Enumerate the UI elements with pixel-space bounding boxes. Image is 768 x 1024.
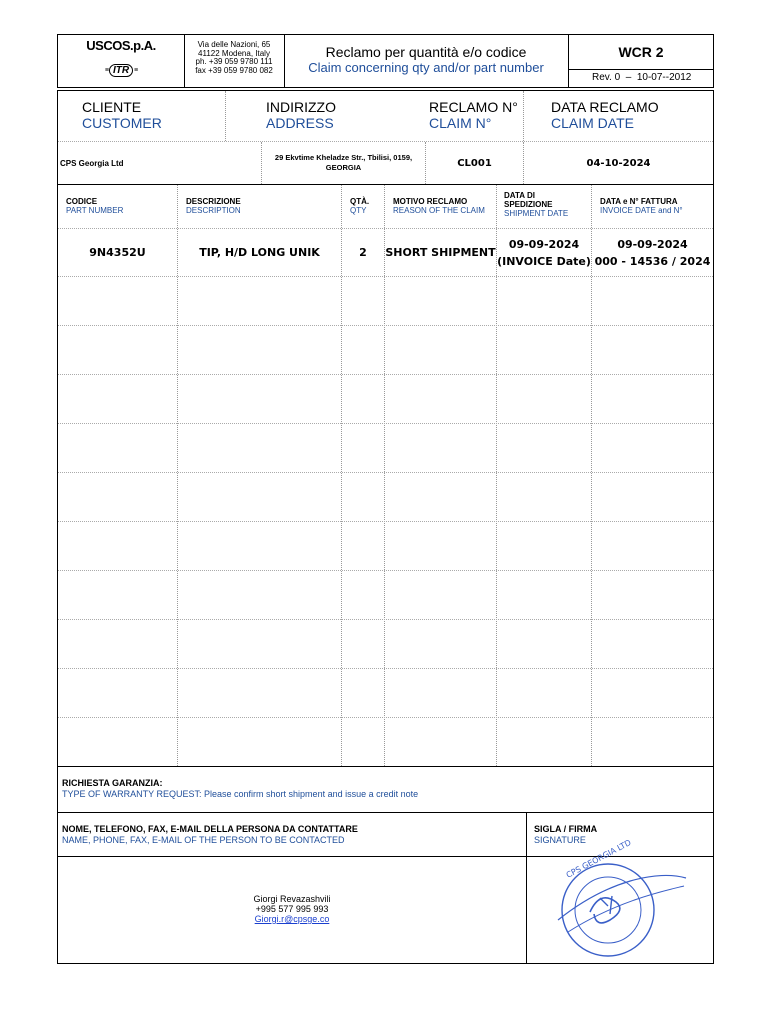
shipment-date-line2: (INVOICE Date) (497, 254, 591, 268)
row-qty: 2 (359, 246, 367, 259)
contact-details (58, 894, 526, 924)
address-value-line2: GEORGIA (325, 163, 362, 172)
row-description: TIP, H/D LONG UNIK (199, 246, 320, 259)
col-header-reason (393, 197, 485, 215)
contact-email-link[interactable]: Giorgi.r@cpsge.co (254, 914, 330, 924)
col-header-shipment-date (504, 191, 568, 218)
col-label-en: REASON OF THE CLAIM (393, 206, 485, 215)
address-line: Via delle Nazioni, 65 (197, 40, 271, 49)
col-header-invoice (600, 197, 683, 215)
claim-date-label-en: CLAIM DATE (551, 115, 634, 131)
company-name: USCOS.p.A. (86, 38, 156, 53)
col-label-it: DATA DI (504, 191, 535, 200)
col-header-part-number (66, 197, 123, 215)
col-label-en: DESCRIPTION (186, 206, 241, 215)
brand-text: ITR (109, 64, 133, 77)
col-label-it: DESCRIZIONE (186, 197, 241, 206)
address-label-it: INDIRIZZO (266, 99, 336, 115)
invoice-line2: 000 - 14536 / 2024 (594, 254, 711, 268)
customer-value: CPS Georgia Ltd (60, 158, 124, 168)
address-line: ph. +39 059 9780 111 (195, 57, 273, 66)
claim-no-label-en: CLAIM N° (429, 115, 492, 131)
contact-label-it: NOME, TELEFONO, FAX, E-MAIL DELLA PERSONA DA CONTATTARE (62, 824, 358, 834)
claim-date-value: 04-10-2024 (586, 157, 651, 169)
warranty-label-en: TYPE OF WARRANTY REQUEST: Please confirm short shipment and issue a credit note (62, 789, 419, 799)
form-code: WCR 2 (618, 44, 664, 60)
contact-label-en: NAME, PHONE, FAX, E-MAIL OF THE PERSON TO BE CONTACTED (62, 835, 345, 845)
company-address (186, 41, 282, 75)
col-label-en: INVOICE DATE and N° (600, 206, 683, 215)
customer-heading (82, 99, 162, 131)
contact-name: Giorgi Revazashvili (253, 894, 331, 904)
signature-heading (534, 824, 597, 846)
address-heading (266, 99, 336, 131)
signature-label-it: SIGLA / FIRMA (534, 824, 598, 834)
claim-date-heading (551, 99, 659, 131)
address-value-line1: 29 Ekvtime Kheladze Str., Tbilisi, 0159, (274, 153, 413, 162)
col-label-it: MOTIVO RECLAMO (393, 197, 468, 206)
customer-label-it: CLIENTE (82, 99, 142, 115)
warranty-label-it: RICHIESTA GARANZIA: (62, 778, 163, 788)
shipment-date-line1: 09-09-2024 (508, 237, 580, 251)
contact-heading (62, 824, 358, 846)
warranty-section (62, 778, 418, 800)
col-label-en: PART NUMBER (66, 206, 124, 215)
claim-no-label-it: RECLAMO N° (429, 99, 518, 115)
customer-label-en: CUSTOMER (82, 115, 162, 131)
claim-no-value: CL001 (457, 157, 492, 169)
address-line: fax +39 059 9780 082 (195, 65, 273, 75)
col-label-it: QTÀ. (350, 197, 370, 206)
col-label-it: SPEDIZIONE (504, 200, 553, 209)
signature-label-en: SIGNATURE (534, 835, 586, 845)
claim-no-heading (429, 99, 518, 131)
contact-phone: +995 577 995 993 (255, 904, 329, 914)
row-reason: SHORT SHIPMENT (385, 246, 496, 259)
brand-logo: ≡ ITR ≡ (104, 64, 138, 76)
col-label-it: DATA e N° FATTURA (600, 197, 678, 206)
col-label-en: QTY (350, 206, 367, 215)
col-label-it: CODICE (66, 197, 98, 206)
form-title-it: Reclamo per quantità e/o codice (325, 44, 527, 60)
row-part-number: 9N4352U (89, 246, 146, 259)
col-header-qty (350, 197, 369, 215)
form-title-en: Claim concerning qty and/or part number (308, 60, 544, 75)
invoice-line1: 09-09-2024 (617, 237, 688, 251)
col-label-en: SHIPMENT DATE (504, 209, 569, 218)
form-revision: Rev. 0 – 10-07--2012 (592, 72, 692, 83)
row-invoice (592, 229, 713, 276)
address-label-en: ADDRESS (266, 115, 334, 131)
row-shipment-date (497, 229, 591, 276)
address-value (262, 146, 425, 180)
claim-date-label-it: DATA RECLAMO (551, 99, 659, 115)
stamp-ring-text: CPS GEORGIA LTD (564, 837, 633, 880)
address-line: 41122 Modena, Italy (198, 48, 270, 58)
col-header-description (186, 197, 241, 215)
